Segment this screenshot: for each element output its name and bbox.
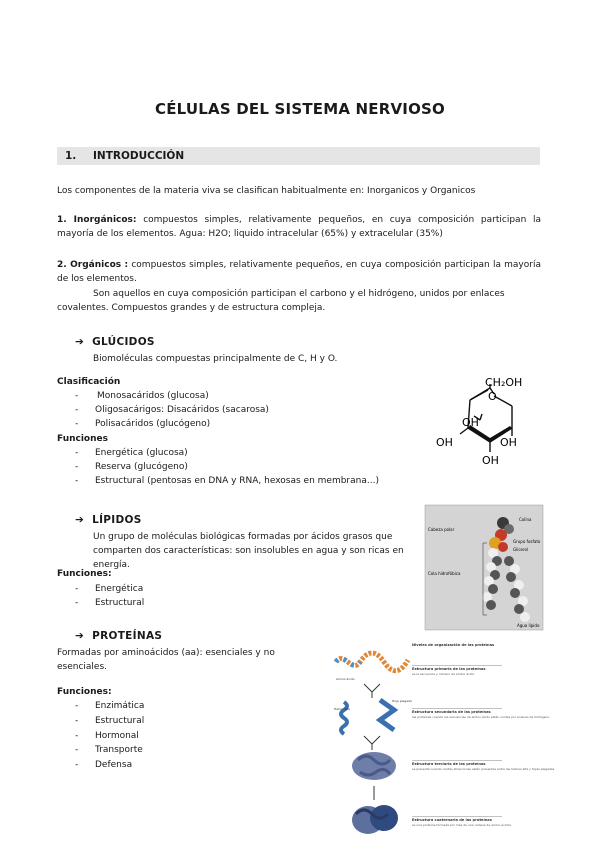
intro-paragraph: Los componentes de la materia viva se clasifican habitualmente en: Inorganicos y Organicos <box>57 186 476 196</box>
arrow-right-icon: ➔ <box>75 514 85 526</box>
quaternary-structure-blob <box>352 805 398 834</box>
glucidos-desc: Biomoléculas compuestas principalmente de C, H y O. <box>93 354 338 364</box>
list-item: - Energética (glucosa) <box>75 448 188 458</box>
protein-label-alpha: Hélice Alfa <box>334 707 350 711</box>
list-item: - Oligosacárigos: Disacáridos (sacarosa) <box>75 405 269 415</box>
organicos-paragraph <box>57 258 541 286</box>
protein-cuaternaria: Estructura cuaternaria de las proteínas <box>412 818 492 822</box>
list-item: - Estructural <box>75 598 145 608</box>
arrow-right-icon: ➔ <box>75 336 85 348</box>
glucose-molecule-figure <box>430 370 540 470</box>
inorganicos-term: 1. Inorgánicos: <box>57 215 137 225</box>
protein-cuaternaria-desc: es una proteína formada por más de una cadena de amino ácidos <box>412 823 511 827</box>
glucidos-clasif-label: Clasificación <box>57 377 121 387</box>
inorganicos-text: compuestos simples, relativamente pequeños, en cuya composición participan la mayoría de los elementos. Agua: H2O; liquido intracelular (65%) y extracelular (35%) <box>57 215 541 239</box>
list-item: - Enzimática <box>75 701 145 711</box>
lipid-label-cabeza: Cabeza polar <box>428 527 455 532</box>
glucose-oh-2: OH <box>500 436 517 449</box>
lipid-label-glicerol: Glicerol <box>513 547 529 552</box>
tertiary-structure-blob <box>352 752 396 780</box>
list-item: - Reserva (glucógeno) <box>75 462 188 472</box>
list-item: - Transporte <box>75 745 143 755</box>
lipid-label-cola: Cola hidrofóbica <box>428 571 461 576</box>
list-item: - Polisacáridos (glucógeno) <box>75 419 211 429</box>
protein-primaria: Estructura primaria de las proteínas <box>412 667 486 671</box>
protein-secundaria: Estructura secundaria de las proteínas <box>412 710 491 714</box>
phospholipid-figure <box>425 505 543 630</box>
lipidos-heading <box>75 514 142 526</box>
protein-label-aa: Amino ácido <box>336 677 355 681</box>
protein-label-sheet: Hoja plegada <box>392 699 412 703</box>
list-item: - Monosacáridos (glucosa) <box>75 391 209 401</box>
proteinas-desc: Formadas por aminoácidos (aa): esenciales y no esenciales. <box>57 648 275 672</box>
protein-secundaria-desc: las proteínas cuando las secuencias de amino ácido están unidas por enlaces de hidrógeno <box>412 715 550 719</box>
proteinas-func-label: Funciones: <box>57 687 112 697</box>
lipid-label-colina: Colina <box>519 517 532 522</box>
protein-terciaria: Estructura terciaria de las proteínas <box>412 762 486 766</box>
primary-structure-beads <box>336 653 408 671</box>
lipidos-desc: Un grupo de moléculas biológicas formadas por ácidos grasos que comparten dos características: son insolubles en agua y son ricas en energía. <box>93 532 404 570</box>
list-item: - Estructural (pentosas en DNA y RNA, hexosas en membrana...) <box>75 476 379 486</box>
glucidos-heading <box>75 336 155 348</box>
glucose-o: O <box>488 390 497 403</box>
proteinas-heading <box>75 630 162 642</box>
list-item: - Defensa <box>75 760 133 770</box>
glucose-ch2oh: CH₂OH <box>485 376 523 389</box>
page-title: CÉLULAS DEL SISTEMA NERVIOSO <box>155 100 445 118</box>
section-label: INTRODUCCIÓN <box>93 150 185 162</box>
glucidos-heading-text: GLÚCIDOS <box>92 336 155 348</box>
organicos-paragraph-2: Son aquellos en cuya composición participan el carbono y el hidrógeno, unidos por enlaces covalentes. Compuestos grandes y de estructura compleja. <box>57 289 505 313</box>
proteinas-heading-text: PROTEÍNAS <box>92 630 163 642</box>
glucidos-func-label: Funciones <box>57 434 108 444</box>
organicos-text: compuestos simples, relativamente pequeños, en cuya composición participan la mayoría de los elementos. <box>57 260 541 284</box>
lipid-label-agua: Agua lípido <box>517 623 540 628</box>
organicos-term: 2. Orgánicos : <box>57 260 129 270</box>
list-item: - Energética <box>75 584 144 594</box>
section-header <box>57 147 540 165</box>
protein-fig-title: Niveles de organización de las proteínas <box>412 643 495 647</box>
glucose-oh-1: OH <box>462 416 479 429</box>
arrow-right-icon: ➔ <box>75 630 85 642</box>
protein-terciaria-desc: se presenta cuando ciertas atracciones están presentes entre las hélices alfa y hojas plegadas <box>412 767 555 771</box>
glucose-oh-4: OH <box>482 454 499 467</box>
section-number: 1. <box>65 150 77 162</box>
inorganicos-paragraph <box>57 213 541 241</box>
protein-primaria-desc: es la secuencia y número de amino ácido <box>412 672 475 676</box>
lipidos-heading-text: LÍPIDOS <box>92 514 142 526</box>
list-item: - Hormonal <box>75 731 139 741</box>
lipidos-func-label: Funciones: <box>57 569 112 579</box>
protein-structure-figure <box>330 640 555 845</box>
list-item: - Estructural <box>75 716 145 726</box>
glucose-oh-3: OH <box>436 436 453 449</box>
lipid-label-fosfato: Grupo fosfato <box>513 539 541 544</box>
